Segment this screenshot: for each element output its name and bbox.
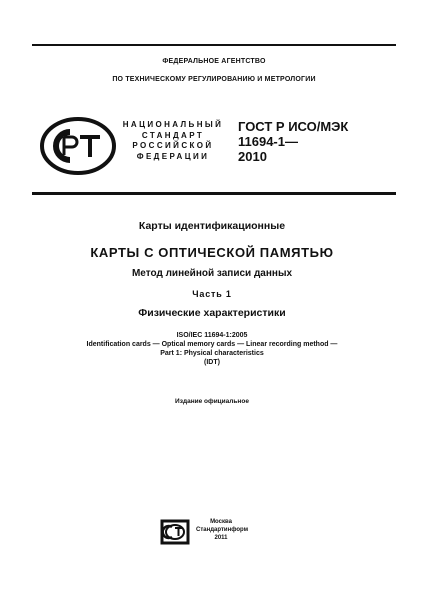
iso-reference: ISO/IEC 11694-1:2005 xyxy=(176,332,248,339)
top-rule xyxy=(32,44,396,46)
standartinform-logo-icon xyxy=(160,519,190,545)
agency-line-2: ПО ТЕХНИЧЕСКОМУ РЕГУЛИРОВАНИЮ И МЕТРОЛОГИИ xyxy=(112,76,316,83)
national-standard-line-4: ФЕДЕРАЦИИ xyxy=(136,151,210,161)
standard-number-block xyxy=(238,119,348,164)
publisher-city: Москва xyxy=(210,519,232,525)
title-method: Метод линейной записи данных xyxy=(131,268,293,279)
standard-number-line-1: ГОСТ Р ИСО/МЭК xyxy=(238,119,349,134)
agency-line-1: ФЕДЕРАЛЬНОЕ АГЕНТСТВО xyxy=(162,58,266,65)
national-standard-line-2: СТАНДАРТ xyxy=(141,130,205,140)
english-title-line-1: Identification cards — Optical memory cards — Linear recording method — xyxy=(86,341,338,348)
national-standard-block xyxy=(120,120,226,162)
publisher-name: Стандартинформ xyxy=(196,527,249,533)
national-standard-line-1: НАЦИОНАЛЬНЫЙ xyxy=(122,120,224,129)
english-title-line-3: (IDT) xyxy=(204,359,220,366)
standard-number-line-2: 11694-1— xyxy=(238,134,298,149)
title-subject: Карты идентификационные xyxy=(138,220,286,232)
middle-rule xyxy=(32,192,396,195)
standard-number-line-3: 2010 xyxy=(238,149,267,164)
title-main: КАРТЫ С ОПТИЧЕСКОЙ ПАМЯТЬЮ xyxy=(90,245,334,260)
edition-label: Издание официальное xyxy=(175,398,249,405)
publisher-block xyxy=(196,518,249,542)
title-part: Часть 1 xyxy=(192,289,232,299)
english-title-line-2: Part 1: Physical characteristics xyxy=(160,350,264,357)
national-standard-line-3: РОССИЙСКОЙ xyxy=(132,141,214,150)
publisher-year: 2011 xyxy=(214,535,228,541)
title-section: Физические характеристики xyxy=(138,307,286,319)
pct-certification-mark-icon xyxy=(40,117,116,175)
